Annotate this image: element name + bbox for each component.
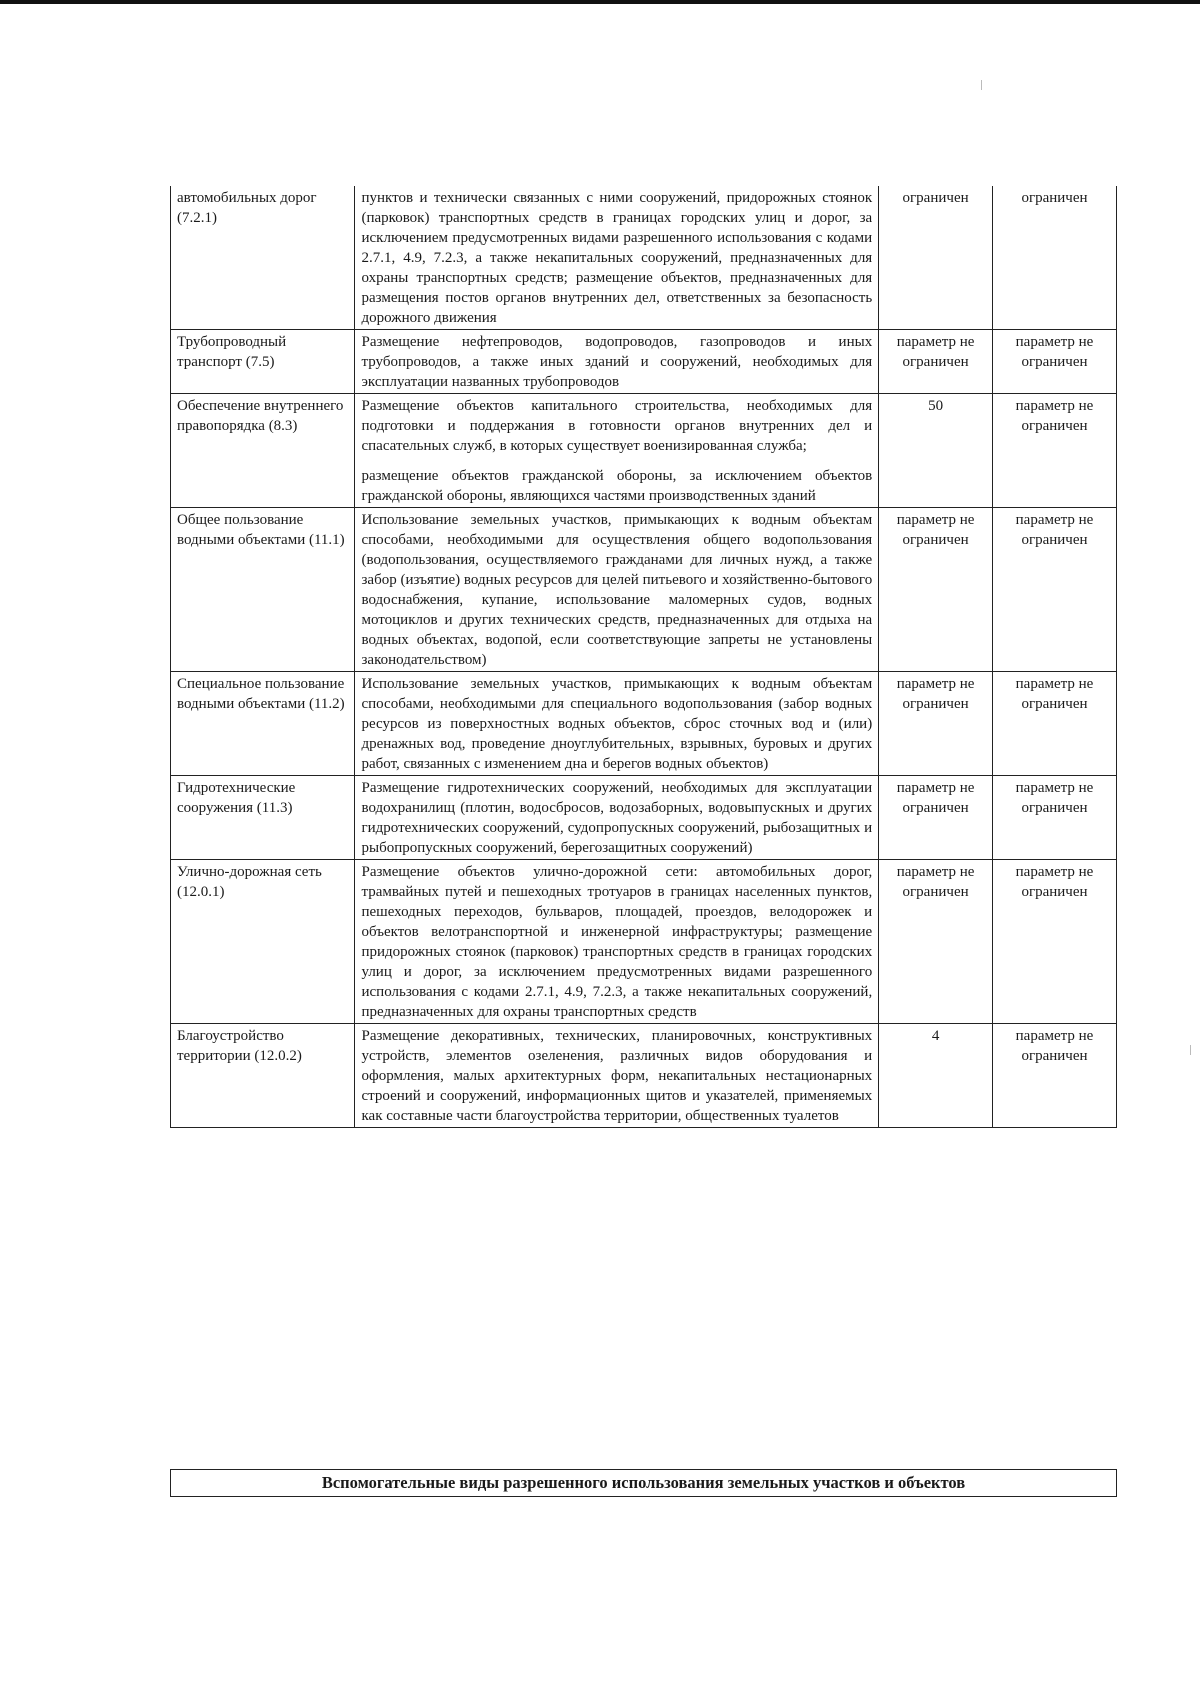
land-use-description	[355, 776, 879, 860]
parameter-value-1: параметр не ограничен	[879, 330, 993, 394]
auxiliary-uses-heading	[170, 1469, 1117, 1497]
land-use-description	[355, 508, 879, 672]
parameter-value-1: параметр не ограничен	[879, 672, 993, 776]
parameter-value-1: 50	[879, 394, 993, 508]
parameter-value-2: параметр не ограничен	[992, 330, 1116, 394]
parameter-value-1: ограничен	[879, 186, 993, 330]
description-paragraph: Использование земельных участков, примыкающих к водным объектам способами, необходимыми для специального водопользования (забор водных ресурсов из поверхностных водных объектов, сброс сточных вод и (или) дренажных вод, проведение дноуглубительных, взрывных, буровых и других работ, связанных с изменением дна и берегов водных объектов)	[361, 676, 873, 772]
scan-speck	[981, 80, 982, 90]
parameter-value-1: 4	[879, 1024, 993, 1128]
parameter-value-2: параметр не ограничен	[992, 394, 1116, 508]
parameter-value-2: параметр не ограничен	[992, 672, 1116, 776]
land-use-description	[355, 394, 879, 508]
table-row	[171, 860, 1117, 1024]
land-use-type-name: Улично-дорожная сеть (12.0.1)	[171, 860, 355, 1024]
description-paragraph: Размещение объектов улично-дорожной сети: автомобильных дорог, трамвайных путей и пешеходных тротуаров в границах населенных пунктов, пешеходных переходов, бульваров, площадей, проездов, велодорожек и объектов велотранспортной и инженерной инфраструктуры; размещение придорожных стоянок (парковок) транспортных средств в границах городских улиц и дорог, за исключением предусмотренных видами разрешенного использования с кодами 2.7.1, 4.9, 7.2.3, а также некапитальных сооружений, предназначенных для охраны транспортных средств	[361, 864, 873, 1020]
table-row	[171, 330, 1117, 394]
description-paragraph: пунктов и технически связанных с ними сооружений, придорожных стоянок (парковок) транспортных средств в границах городских улиц и дорог, за исключением предусмотренных видами разрешенного использования с кодами 2.7.1, 4.9, 7.2.3, а также некапитальных сооружений, предназначенных для охраны транспортных средств; размещение объектов, предназначенных для размещения постов органов внутренних дел, ответственных за безопасность дорожного движения	[361, 190, 873, 326]
parameter-value-2: параметр не ограничен	[992, 508, 1116, 672]
auxiliary-uses-heading-text: Вспомогательные виды разрешенного использования земельных участков и объектов	[321, 1473, 966, 1492]
table-row	[171, 672, 1117, 776]
table-row	[171, 508, 1117, 672]
land-use-description	[355, 330, 879, 394]
land-use-description	[355, 860, 879, 1024]
scan-top-edge	[0, 0, 1200, 4]
table-row	[171, 186, 1117, 330]
parameter-value-2: параметр не ограничен	[992, 860, 1116, 1024]
scan-speck	[1190, 1045, 1191, 1055]
land-use-type-name: Общее пользование водными объектами (11.1)	[171, 508, 355, 672]
table-row	[171, 1024, 1117, 1128]
parameter-value-1: параметр не ограничен	[879, 508, 993, 672]
description-paragraph: Использование земельных участков, примыкающих к водным объектам способами, необходимыми для осуществления общего водопользования (водопользования, осуществляемого гражданами для личных нужд, а также забор (изъятие) водных ресурсов для целей питьевого и хозяйственно-бытового водоснабжения, купание, использование маломерных судов, водных мотоциклов и других технических средств, предназначенных для отдыха на водных объектах, водопой, если соответствующие запреты не установлены законодательством)	[361, 512, 873, 668]
land-use-table-body	[171, 186, 1117, 1128]
land-use-description	[355, 1024, 879, 1128]
land-use-description	[355, 672, 879, 776]
table-row	[171, 776, 1117, 860]
land-use-type-name: Гидротехнические сооружения (11.3)	[171, 776, 355, 860]
parameter-value-1: параметр не ограничен	[879, 776, 993, 860]
description-paragraph: Размещение объектов капитального строительства, необходимых для подготовки и поддержания в готовности органов внутренних дел и спасательных служб, в которых существует военизированная служба;	[361, 398, 873, 454]
parameter-value-2: ограничен	[992, 186, 1116, 330]
description-paragraph: размещение объектов гражданской обороны, за исключением объектов гражданской обороны, являющихся частями производственных зданий	[361, 468, 873, 504]
parameter-value-2: параметр не ограничен	[992, 1024, 1116, 1128]
land-use-table	[170, 186, 1117, 1128]
description-paragraph: Размещение нефтепроводов, водопроводов, газопроводов и иных трубопроводов, а также иных зданий и сооружений, необходимых для эксплуатации названных трубопроводов	[361, 334, 873, 390]
land-use-type-name: автомобильных дорог (7.2.1)	[171, 186, 355, 330]
parameter-value-2: параметр не ограничен	[992, 776, 1116, 860]
table-row	[171, 394, 1117, 508]
land-use-type-name: Благоустройство территории (12.0.2)	[171, 1024, 355, 1128]
description-paragraph: Размещение гидротехнических сооружений, необходимых для эксплуатации водохранилищ (плотин, водосбросов, водозаборных, водовыпускных и других гидротехнических сооружений, судопропускных сооружений, рыбозащитных и рыбопропускных сооружений, берегозащитных сооружений)	[361, 780, 873, 856]
parameter-value-1: параметр не ограничен	[879, 860, 993, 1024]
land-use-type-name: Трубопроводный транспорт (7.5)	[171, 330, 355, 394]
description-paragraph: Размещение декоративных, технических, планировочных, конструктивных устройств, элементов озеленения, различных видов оборудования и оформления, малых архитектурных форм, некапитальных нестационарных строений и сооружений, информационных щитов и указателей, применяемых как составные части благоустройства территории, общественных туалетов	[361, 1028, 873, 1124]
land-use-type-name: Обеспечение внутреннего правопорядка (8.3)	[171, 394, 355, 508]
land-use-type-name: Специальное пользование водными объектами (11.2)	[171, 672, 355, 776]
land-use-description	[355, 186, 879, 330]
